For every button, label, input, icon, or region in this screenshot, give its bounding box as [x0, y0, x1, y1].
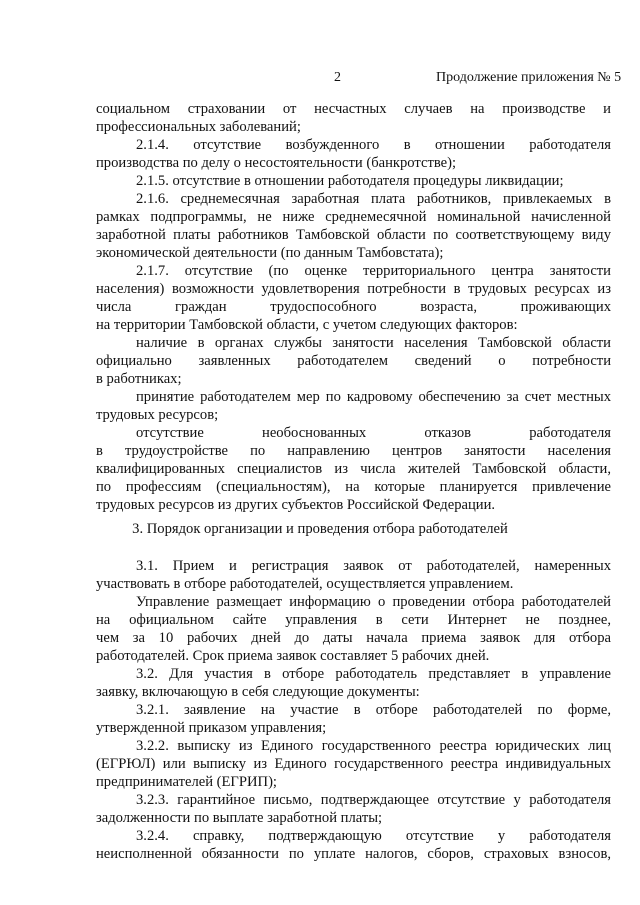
text-line: трудовых ресурсов; [96, 407, 219, 423]
text-line: официально заявленных работодателем сведений о потребности [96, 353, 611, 369]
text-line: 2.1.5. отсутствие в отношении работодателя процедуры ликвидации; [136, 173, 564, 189]
text-line: 2.1.7. отсутствие (по оценке территориального центра занятости [136, 263, 611, 279]
text-line: работодателей. Срок приема заявок составляет 5 рабочих дней. [96, 648, 490, 664]
section-heading: 3. Порядок организации и проведения отбора работодателей [132, 521, 508, 537]
text-line: 3.2.1. заявление на участие в отборе работодателей по форме, [136, 702, 611, 718]
text-line: на территории Тамбовской области, с учетом следующих факторов: [96, 317, 518, 333]
text-line: заработной платы работников Тамбовской области по соответствующему виду [96, 227, 611, 243]
text-line: (ЕГРЮЛ) или выписку из Единого государственного реестра индивидуальных [96, 756, 611, 772]
text-line: в трудоустройстве по направлению центров занятости населения [96, 443, 611, 459]
page-number: 2 [334, 70, 341, 85]
text-line: числа граждан трудоспособного возраста, проживающих [96, 299, 611, 315]
text-line: отсутствие необоснованных отказов работодателя [136, 425, 611, 441]
text-line: по профессиям (специальностям), на которые планируется привлечение [96, 479, 611, 495]
text-line: наличие в органах службы занятости населения Тамбовской области [136, 335, 611, 351]
page-header-continuation: Продолжение приложения № 5 [436, 70, 622, 85]
text-line: профессиональных заболеваний; [96, 119, 301, 135]
text-line: рамках подпрограммы, не ниже среднемесячной номинальной начисленной [96, 209, 611, 225]
text-line: производства по делу о несостоятельности (банкротстве); [96, 155, 457, 171]
text-line: 3.2. Для участия в отборе работодатель представляет в управление [136, 666, 611, 682]
text-line: на официальном сайте управления в сети Интернет не позднее, [96, 612, 611, 628]
text-line: экономической деятельности (по данным Тамбовстата); [96, 245, 444, 261]
text-line: 3.1. Прием и регистрация заявок от работодателей, намеренных [136, 558, 611, 574]
text-line: утвержденной приказом управления; [96, 720, 327, 736]
text-line: трудовых ресурсов из других субъектов Российской Федерации. [96, 497, 496, 513]
text-line: принятие работодателем мер по кадровому обеспечению за счет местных [136, 389, 611, 405]
text-line: неисполненной обязанности по уплате налогов, сборов, страховых взносов, [96, 846, 611, 862]
text-line: 3.2.4. справку, подтверждающую отсутствие у работодателя [136, 828, 611, 844]
text-line: в работниках; [96, 371, 182, 387]
text-line: Управление размещает информацию о проведении отбора работодателей [136, 594, 611, 610]
text-line: 3.2.3. гарантийное письмо, подтверждающее отсутствие у работодателя [136, 792, 611, 808]
text-line: населения) возможности удовлетворения потребности в трудовых ресурсах из [96, 281, 611, 297]
text-line: квалифицированных специалистов из числа жителей Тамбовской области, [96, 461, 611, 477]
text-line: заявку, включающую в себя следующие документы: [96, 684, 420, 700]
text-line: социальном страховании от несчастных случаев на производстве и [96, 101, 611, 117]
text-line: предпринимателей (ЕГРИП); [96, 774, 277, 790]
text-line: 2.1.4. отсутствие возбужденного в отношении работодателя [136, 137, 611, 153]
text-line: участвовать в отборе работодателей, осуществляется управлением. [96, 576, 514, 592]
text-line: чем за 10 рабочих дней до даты начала приема заявок для отбора [96, 630, 611, 646]
text-line: 3.2.2. выписку из Единого государственного реестра юридических лиц [136, 738, 611, 754]
text-line: задолженности по выплате заработной платы; [96, 810, 383, 826]
text-line: 2.1.6. среднемесячная заработная плата работников, привлекаемых в [136, 191, 611, 207]
